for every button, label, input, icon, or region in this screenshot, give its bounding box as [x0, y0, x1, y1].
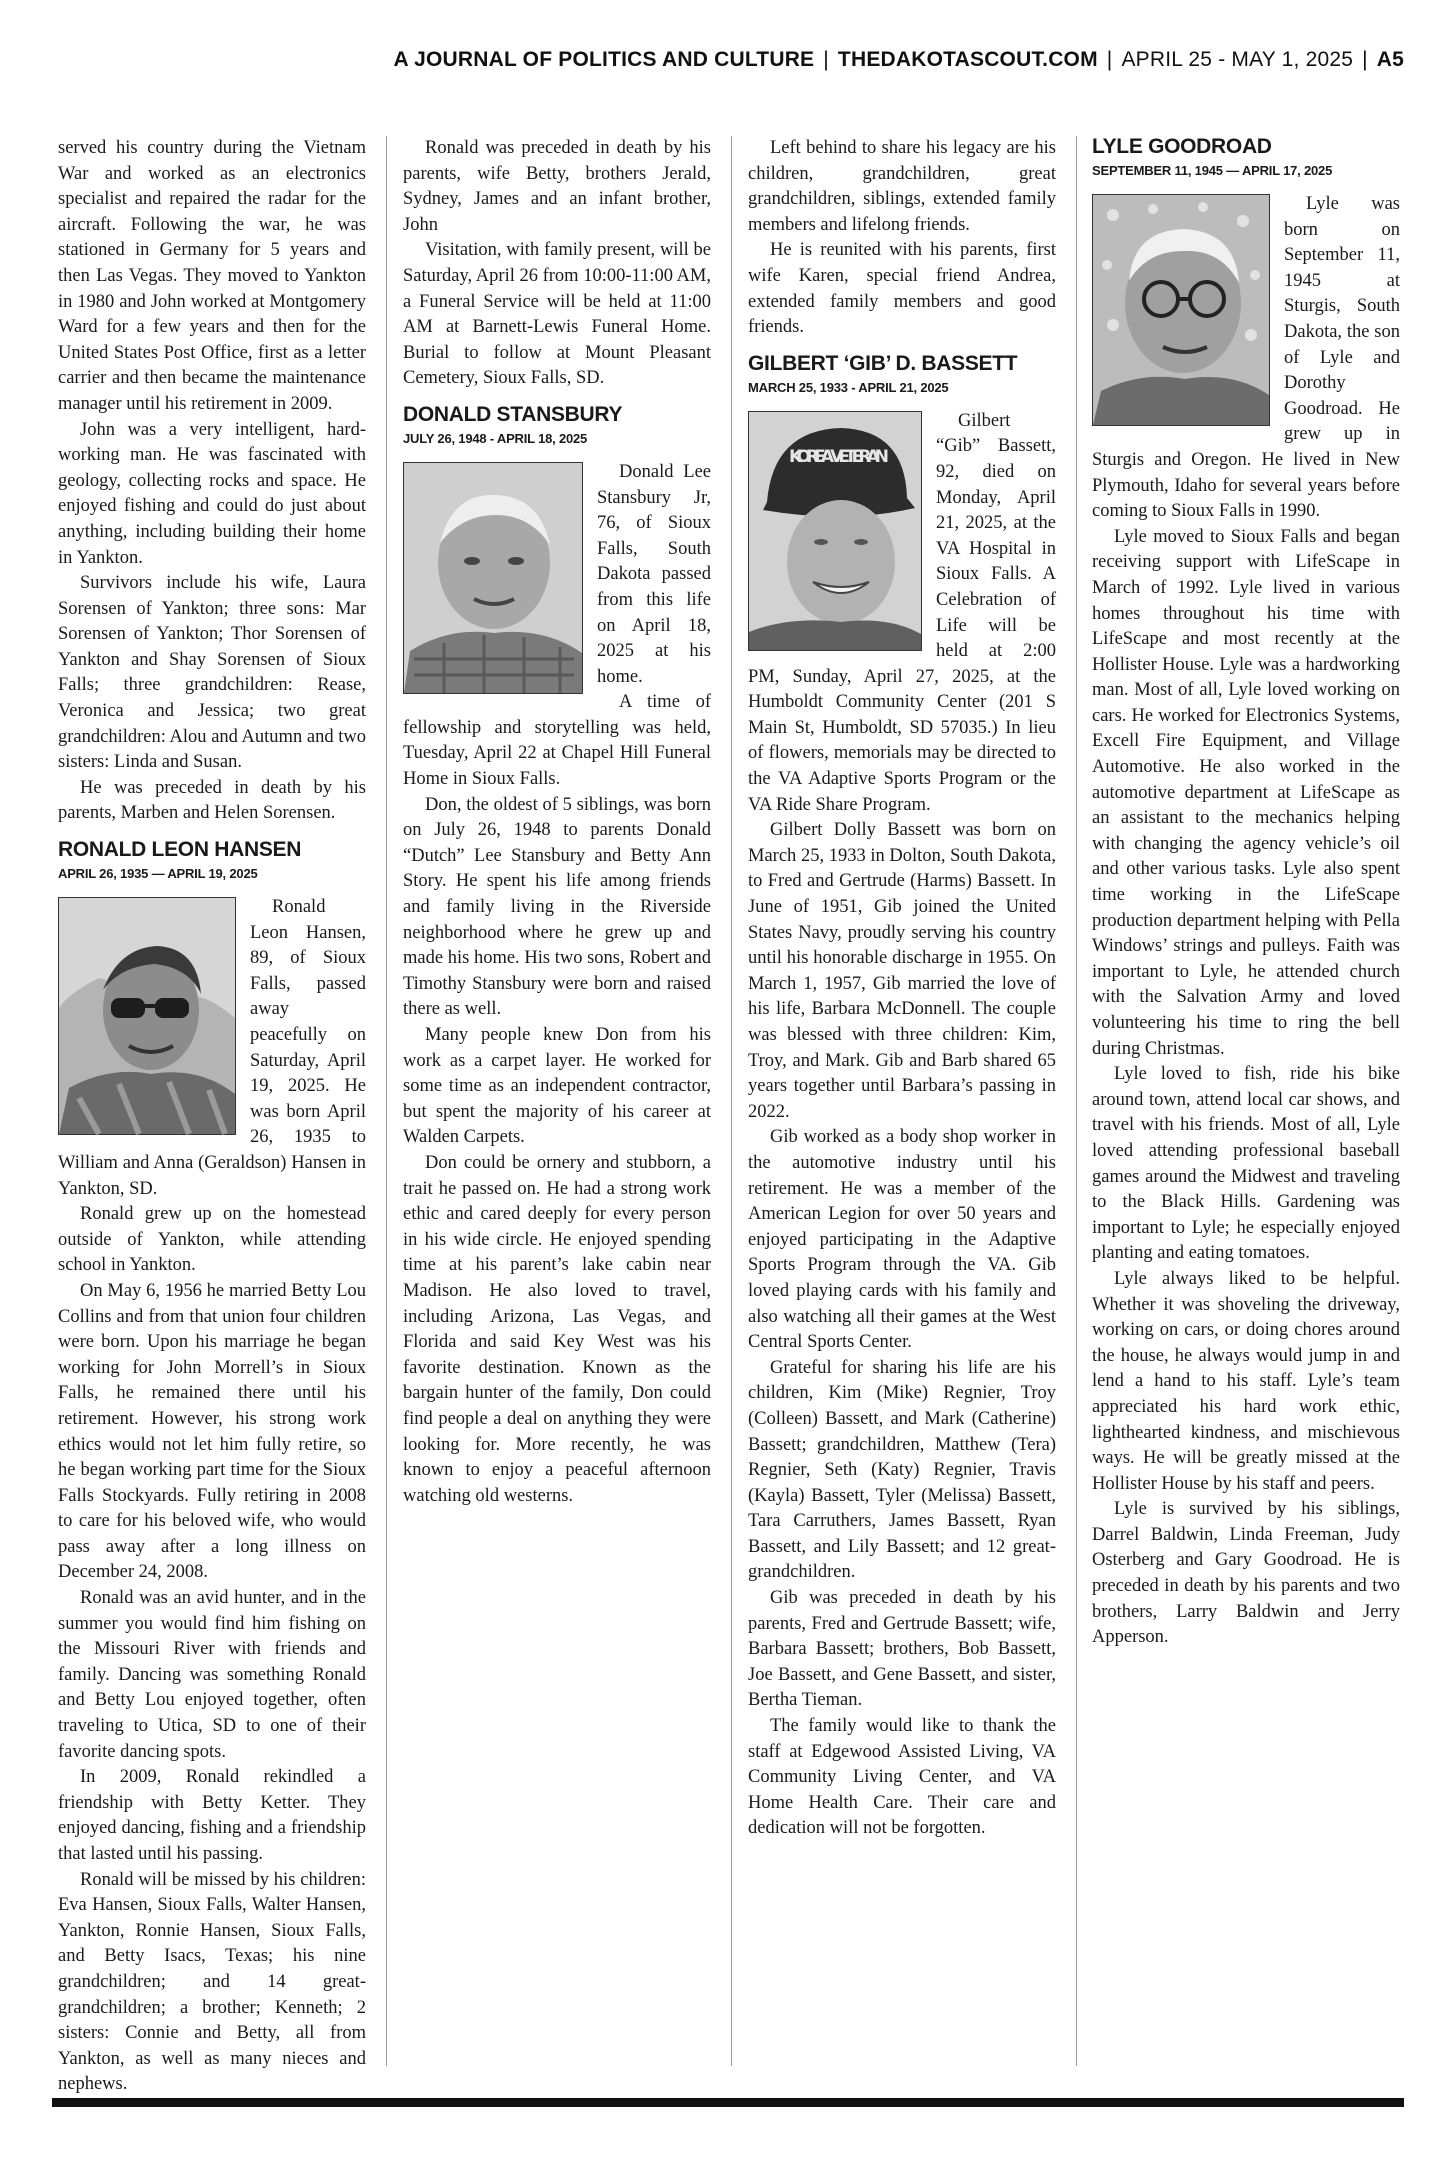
obituary-paragraph: On May 6, 1956 he married Betty Lou Collins and from that union four children were born. Upon his marriage he began working for John Morrell’s in Sioux Falls, he remained there until his retirement. However, his strong work ethics would not let him fully retire, so he began working part time for the Sioux Falls Stockyards. Fully retiring in 2008 to care for his beloved wife, who would pass away after a long illness on December 24, 2008. — [58, 1280, 366, 1583]
obituary-paragraph: The family would like to thank the staff at Edgewood Assisted Living, VA Community Living Center, and VA Home Health Care. Their care and dedication will not be forgotten. — [748, 1716, 1056, 1839]
obituary-lyle-goodroad — [1092, 134, 1400, 1651]
obituary-name: DONALD STANSBURY — [403, 402, 623, 426]
column-divider — [731, 136, 732, 2066]
obituary-paragraph: Lyle was born on September 11, 1945 at Sturgis, South Dakota, the son of Lyle and Dorothy Goodroad. He grew up in Sturgis and Oregon. He lived in New Plymouth, Idaho for several years before coming to Sioux Falls in 1990. — [1092, 194, 1400, 522]
obituary-paragraph: Don could be ornery and stubborn, a trait he passed on. He had a strong work ethic and cared deeply for every person in his wide circle. He enjoyed spending time at his parent’s lake cabin near Madison. He also loved to travel, including Arizona, Las Vegas, and Florida and said Key West was his favorite destination. Known as the bargain hunter of the family, Don could find people a deal on anything they were looking for. More recently, he was known to enjoy a peaceful afternoon watching old westerns. — [403, 1152, 711, 1506]
masthead-site-link[interactable]: THEDAKOTASCOUT.COM — [837, 48, 1098, 71]
obituary-paragraph: Don, the oldest of 5 siblings, was born on July 26, 1948 to parents Donald “Dutch” Lee Stansbury and Betty Ann Story. He spent his life among friends and family living in the Riverside neighborhood where he grew up and made his home. His two sons, Robert and Timothy Stansbury were born and raised there as well. — [403, 794, 711, 1020]
obituary-paragraph: Lyle moved to Sioux Falls and began receiving support with LifeScape in March of 1992. Lyle lived in various homes throughout his time with LifeScape and most recently at the Hollister House. Lyle was a hardworking man. Most of all, Lyle loved working on cars. He worked for Electronics Systems, Excell Fire Equipment, and Village Automotive. He also worked in the automotive department at LifeScape as an assistant to the mechanics helping with changing the agency vehicle’s oil and other various tasks. Lyle also spent time working in the LifeScape production department helping with Pella Windows’ strings and pulleys. Faith was important to Lyle, he attended church with the Salvation Army and loved volunteering his time to ring the bell during Christmas. — [1092, 526, 1400, 1059]
bottom-rule — [52, 2098, 1404, 2107]
column-1 — [58, 136, 366, 2095]
sorensen-paragraph: Survivors include his wife, Laura Sorensen of Yankton; three sons: Mar Sorensen of Yankton; Thor Sorensen of Yankton and Shay Sorensen of Sioux Falls; three grandchildren: Rease, Veronica and Jessica; two great grandchildren: Alou and Autumn and two sisters: Linda and Susan. — [58, 573, 366, 773]
obituary-donald-stansbury — [403, 402, 711, 1509]
obituaries-page — [58, 135, 1400, 2095]
sorensen-continued-paragraph: served his country during the Vietnam War and worked as an electronics specialist and repaired the radar for the aircraft. Following the war, he was stationed in Germany for 5 years and then Las Vegas. They moved to Yankton in 1980 and John worked at Montgomery Ward for a few years and then for the United States Post Office, first as a letter carrier and then became the maintenance manager until his retirement in 2009. — [58, 138, 366, 414]
masthead — [52, 48, 1404, 72]
obituary-paragraph: Ronald was preceded in death by his parents, wife Betty, brothers Jerald, Sydney, James and an infant brother, John — [403, 138, 711, 235]
column-divider — [1076, 136, 1077, 2066]
obituary-paragraph: Many people knew Don from his work as a carpet layer. He worked for some time as an independent contractor, but spent the majority of his career at Walden Carpets. — [403, 1025, 711, 1148]
masthead-tagline: A JOURNAL OF POLITICS AND CULTURE — [393, 48, 815, 71]
masthead-separator: | — [1362, 48, 1368, 71]
obituary-paragraph: Gilbert “Gib” Bassett, 92, died on Monday, April 21, 2025, at the VA Hospital in Sioux Falls. A Celebration of Life will be held at 2:00 PM, Sunday, April 27, 2025, at the Humboldt Community Center (201 S Main St, Humboldt, SD 57035.) In lieu of flowers, memorials may be directed to the VA Adaptive Sports Program or the VA Ride Share Program. — [748, 410, 1056, 815]
obituary-paragraph: A time of fellowship and storytelling was held, Tuesday, April 22 at Chapel Hill Funeral Home in Sioux Falls. — [403, 692, 711, 790]
obituary-ronald-hansen — [58, 837, 366, 2098]
obituary-paragraph: Visitation, with family present, will be Saturday, April 26 from 10:00-11:00 AM, a Funeral Service will be held at 11:00 AM at Barnett-Lewis Funeral Home. Burial to follow at Mount Pleasant Cemetery, Sioux Falls, SD. — [403, 240, 711, 389]
portrait-photo — [58, 897, 236, 1135]
obituary-dates: APRIL 26, 1935 — APRIL 19, 2025 — [58, 866, 258, 882]
page-number: A5 — [1376, 48, 1404, 71]
obituary-paragraph: Gib worked as a body shop worker in the automotive industry until his retirement. He was a member of the American Legion for over 50 years and enjoyed participating in the Adaptive Sports Program through the VA. Gib loved playing cards with his family and also watching all their games at the West Central Sports Center. — [748, 1127, 1056, 1353]
obituary-paragraph: Ronald grew up on the homestead outside of Yankton, while attending school in Yankton. — [58, 1204, 366, 1276]
obituary-paragraph: He is reunited with his parents, first wife Karen, special friend Andrea, extended family members and good friends. — [748, 240, 1056, 338]
column-2 — [403, 136, 711, 2066]
obituary-paragraph: Gib was preceded in death by his parents, Fred and Gertrude Bassett; wife, Barbara Bassett; brothers, Bob Bassett, Joe Bassett, and Gene Bassett, and sister, Bertha Tieman. — [748, 1588, 1056, 1711]
sorensen-paragraph: John was a very intelligent, hard-working man. He was fascinated with geology, collecting rocks and space. He enjoyed fishing and could do just about anything, including building their home in Yankton. — [58, 419, 366, 568]
obituary-paragraph: Gilbert Dolly Bassett was born on March 25, 1933 in Dolton, South Dakota, to Fred and Gertrude (Harms) Bassett. In June of 1951, Gib joined the United States Navy, proudly serving his country until his honorable discharge in 1955. On March 1, 1957, Gib married the love of his life, Barbara McDonnell. The couple was blessed with three children: Kim, Troy, and Mark. Gib and Barb shared 65 years together until Barbara’s passing in 2022. — [748, 820, 1056, 1122]
portrait-photo — [1092, 194, 1270, 426]
obituary-paragraph: Grateful for sharing his life are his children, Kim (Mike) Regnier, Troy (Colleen) Bassett, and Mark (Catherine) Bassett; grandchildren, Matthew (Tera) Regnier, Seth (Katy) Regnier, Travis (Kayla) Bassett, Tyler (Melissa) Bassett, Tara Carruthers, James Bassett, Ryan Bassett, and Lily Bassett; and 12 great-grandchildren. — [748, 1357, 1056, 1583]
obituary-paragraph: Lyle loved to fish, ride his bike around town, attend local car shows, and travel with his friends. Most of all, Lyle loved attending professional baseball games around the Midwest and traveling to the Black Hills. Gardening was important to Lyle; he especially enjoyed planting and eating tomatoes. — [1092, 1064, 1400, 1264]
masthead-separator: | — [1106, 48, 1113, 71]
obituary-dates: JULY 26, 1948 - APRIL 18, 2025 — [403, 430, 588, 446]
sorensen-paragraph: He was preceded in death by his parents, Marben and Helen Sorensen. — [58, 777, 366, 824]
obituary-dates: MARCH 25, 1933 - APRIL 21, 2025 — [748, 379, 949, 395]
column-divider — [386, 136, 387, 2066]
obituary-name: RONALD LEON HANSEN — [58, 838, 302, 862]
obituary-paragraph: Lyle is survived by his siblings, Darrel Baldwin, Linda Freeman, Judy Osterberg and Gary Goodroad. He is preceded in death by his parents and two brothers, Larry Baldwin and Jerry Apperson. — [1092, 1499, 1400, 1648]
obituary-paragraph: Donald Lee Stansbury Jr, 76, of Sioux Falls, South Dakota passed from this life on April 18, 2025 at his home. — [597, 461, 711, 687]
portrait-photo — [403, 462, 583, 694]
column-4 — [1092, 136, 1400, 2066]
obituary-name: LYLE GOODROAD — [1092, 135, 1272, 158]
obituary-gilbert-bassett — [748, 351, 1056, 1842]
column-3 — [748, 136, 1056, 2066]
cap-text: KOREA VETERAN — [789, 446, 889, 467]
issue-dates: APRIL 25 - MAY 1, 2025 — [1121, 48, 1354, 71]
obituary-paragraph: Left behind to share his legacy are his children, grandchildren, great grandchildren, siblings, extended family members and lifelong friends. — [748, 138, 1056, 235]
masthead-separator: | — [823, 48, 829, 71]
obituary-name: GILBERT ‘GIB’ D. BASSETT — [748, 351, 1018, 375]
obituary-paragraph: Ronald Leon Hansen, 89, of Sioux Falls, passed away peacefully on Saturday, April 19, 2025. He was born April 26, 1935 to William and Anna (Geraldson) Hansen in Yankton, SD. — [58, 897, 366, 1199]
portrait-photo — [748, 411, 922, 651]
obituary-paragraph: Ronald will be missed by his children: Eva Hansen, Sioux Falls, Walter Hansen, Yankton, Ronnie Hansen, Sioux Falls, and Betty Isacs, Texas; his nine grandchildren; and 14 great-grandchildren; a brother; Kenneth; 2 sisters: Connie and Betty, all from Yankton, as well as many nieces and nephews. — [58, 1869, 366, 2095]
obituary-dates: SEPTEMBER 11, 1945 — APRIL 17, 2025 — [1092, 163, 1333, 178]
obituary-paragraph: Lyle always liked to be helpful. Whether it was shoveling the driveway, working on cars, or doing chores around the house, he always would jump in and lend a hand to his staff. Lyle’s team appreciated his hard work ethic, lighthearted kindness, and mischievous ways. He will be greatly missed at the Hollister House by his staff and peers. — [1092, 1268, 1400, 1494]
obituary-paragraph: In 2009, Ronald rekindled a friendship with Betty Ketter. They enjoyed dancing, fishing and a friendship that lasted until his passing. — [58, 1767, 366, 1864]
obituary-paragraph: Ronald was an avid hunter, and in the summer you would find him fishing on the Missouri River with friends and family. Dancing was something Ronald and Betty Lou enjoyed together, often traveling to Utica, SD to one of their favorite dancing spots. — [58, 1588, 366, 1762]
